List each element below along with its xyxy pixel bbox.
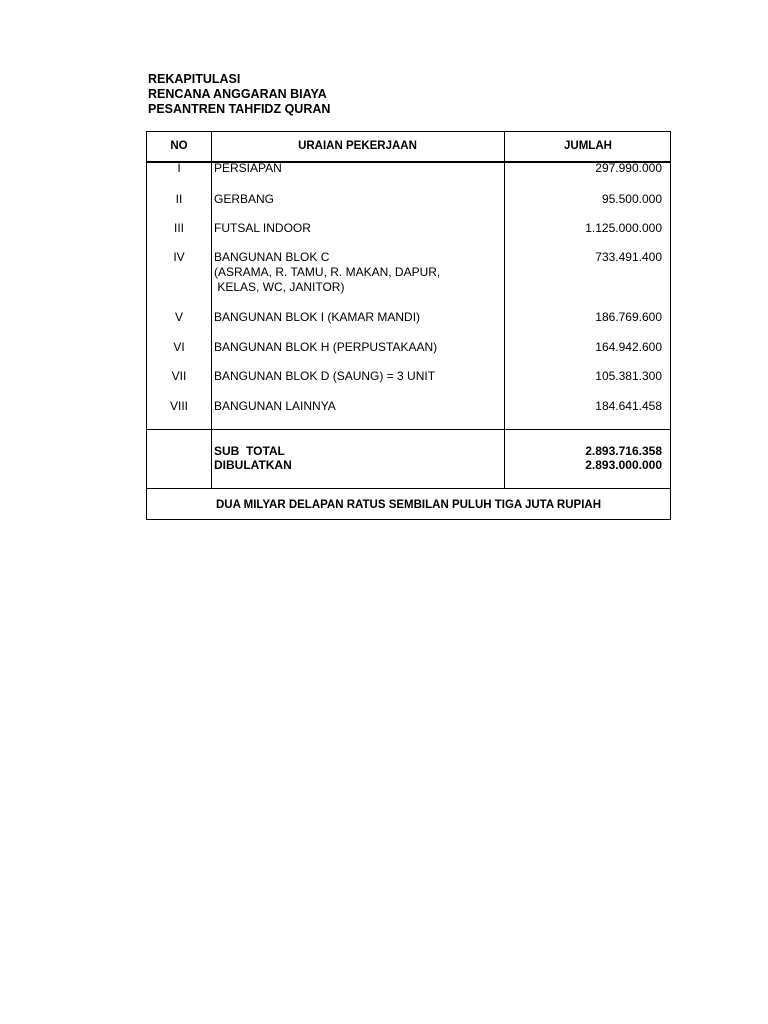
title-line-2: RENCANA ANGGARAN BIAYA [148,87,327,101]
subtotal-label: SUB TOTAL [214,444,285,458]
row-description-line: BANGUNAN BLOK D (SAUNG) = 3 UNIT [214,369,436,383]
row-number: VIII [169,399,188,413]
row-amount: 186.769.600 [595,310,662,324]
row-amount: 733.491.400 [595,250,662,264]
row-number: III [173,221,184,235]
row-description [214,221,504,236]
row-number: V [174,310,183,324]
row-amount: 95.500.000 [601,192,662,206]
items-divider [147,429,670,430]
row-description-line: BANGUNAN BLOK I (KAMAR MANDI) [214,310,421,324]
row-description-line: GERBANG [214,192,275,206]
title-line-3: PESANTREN TAHFIDZ QURAN [148,102,331,116]
row-amount: 164.942.600 [595,340,662,354]
row-description [214,340,504,355]
row-description [214,369,504,384]
row-description-line: BANGUNAN BLOK H (PERPUSTAKAAN) [214,340,438,354]
total-divider [147,488,670,489]
column-divider-1 [211,132,212,488]
document-title [148,72,330,117]
rounded-label: DIBULATKAN [214,458,292,472]
row-description-line: KELAS, WC, JANITOR) [214,280,345,294]
row-description [214,192,504,207]
header-no: NO [170,140,188,152]
row-description [214,161,504,176]
row-description [214,250,504,295]
row-number: II [175,192,183,206]
rounded-value: 2.893.000.000 [585,458,662,472]
row-number: VII [171,369,187,383]
row-number: VI [173,340,185,354]
row-number: I [177,161,181,175]
row-description-line: FUTSAL INDOOR [214,221,311,235]
row-description-line: BANGUNAN BLOK C [214,250,330,264]
amount-in-words: DUA MILYAR DELAPAN RATUS SEMBILAN PULUH TIGA JUTA RUPIAH [215,499,602,511]
row-amount: 1.125.000.000 [585,221,662,235]
row-description-line: BANGUNAN LAINNYA [214,399,336,413]
row-number: IV [173,250,185,264]
row-description [214,310,504,325]
row-description [214,399,504,414]
row-description-line: PERSIAPAN [214,161,282,175]
header-uraian: URAIAN PEKERJAAN [298,140,417,152]
row-amount: 297.990.000 [595,161,662,175]
subtotal-value: 2.893.716.358 [585,444,662,458]
row-amount: 105.381.300 [595,369,662,383]
column-divider-2 [504,132,505,488]
header-jumlah: JUMLAH [564,140,612,152]
row-amount: 184.641.458 [595,399,662,413]
title-line-1: REKAPITULASI [148,72,241,86]
recap-table [146,131,671,520]
row-description-line: (ASRAMA, R. TAMU, R. MAKAN, DAPUR, [214,265,441,279]
